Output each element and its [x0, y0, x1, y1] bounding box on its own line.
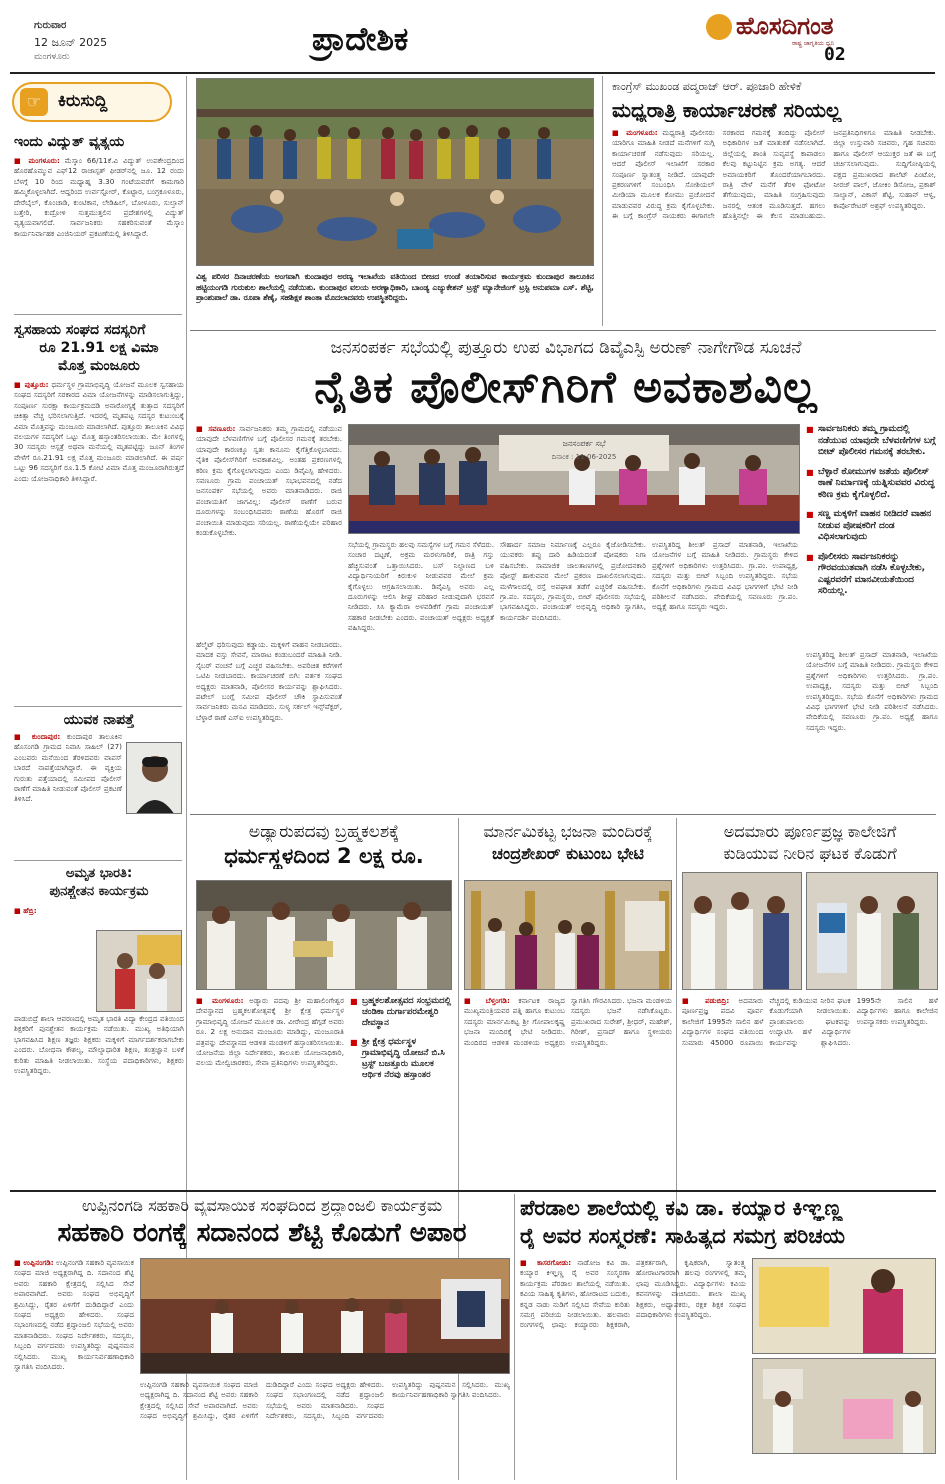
left-s4-body: ಪಾಡುಬಿದ್ರೆ ಶಾಲಾ ಆವರಣದಲ್ಲಿ ಅಮೃತ ಭಾರತಿ ವಿದ್ಯಾ ಕೇಂದ್ರದ ವತಿಯಿಂದ ಶಿಕ್ಷಕರಿಗೆ ಪುನಶ್ಚೇತನ ಕಾರ್ಯಕ್ರಮ ನಡೆಯಿತು. ಮುಖ್ಯ ಅತಿಥಿಯಾಗಿ ಭಾಗವಹಿಸಿದ ಶಿಕ್ಷಣ ತಜ್ಞರು ಶಿಕ್ಷಕರು ಮಕ್ಕಳಿಗೆ ಮಾರ್ಗದರ್ಶಕರಾಗಬೇಕು ಎಂದರು. ಬೋಧನಾ ಕೌಶಲ್ಯ, ಮೌಲ್ಯಾಧಾರಿತ ಶಿಕ್ಷಣ, ತಂತ್ರಜ್ಞಾನ ಬಳಕೆ ಕುರಿತು ಮಾಹಿತಿ ನೀಡಲಾಯಿತು. ಸಂಸ್ಥೆಯ ಪದಾಧಿಕಾರಿಗಳು, ಶಿಕ್ಷಕರು ಉಪಸ್ಥಿತರಿದ್ದರು.	[14, 1014, 184, 1076]
right-top-dateline: ■ ಮಂಗಳೂರು:	[612, 128, 658, 137]
lead-col4: ಸೌಹಾರ್ದ ಸಮಾಜ ನಿರ್ಮಾಣಕ್ಕೆ ಎಲ್ಲರೂ ಕೈಜೋಡಿಸಬೇಕು. ಯುವಕರು ತಪ್ಪು ದಾರಿ ಹಿಡಿಯದಂತೆ ಪೋಷಕರು ನಿಗಾ ವಹಿಸಬೇಕು. ಸಾಮಾಜಿಕ ಜಾಲತಾಣಗಳಲ್ಲಿ ಪ್ರಚೋದನಕಾರಿ ಪೋಸ್ಟ್ ಹಾಕುವವರ ಮೇಲೆ ಪ್ರಕರಣ ದಾಖಲಿಸಲಾಗುವುದು. ಮಳೆಗಾಲದಲ್ಲಿ ರಸ್ತೆ ಅಪಘಾತ ತಡೆಗೆ ಎಚ್ಚರಿಕೆ ವಹಿಸಬೇಕು. ಗ್ರಾ.ಪಂ. ಸದಸ್ಯರು, ಗ್ರಾಮಸ್ಥರು, ಬೀಟ್ ಪೊಲೀಸರು ಸಭೆಯಲ್ಲಿ ಭಾಗವಹಿಸಿದ್ದರು. ಪಂಚಾಯತ್ ಅಭಿವೃದ್ಧಿ ಅಧಿಕಾರಿ ಸ್ವಾಗತಿಸಿ, ಕಾರ್ಯದರ್ಶಿ ವಂದಿಸಿದರು.	[500, 540, 646, 622]
mid2-photo	[464, 880, 672, 990]
brand-name: ಹೊಸದಿಗಂತ	[736, 12, 834, 40]
bottom-top-rule	[10, 1190, 936, 1192]
lead-bullet-1: ■ ಸಾರ್ವಜನಿಕರು ತಮ್ಮ ಗ್ರಾಮದಲ್ಲಿ ನಡೆಯುವ ಯಾವುದೇ ಬೆಳವಣಿಗೆಗಳ ಬಗ್ಗೆ ಬೀಟ್ ಪೊಲೀಸರ ಗಮನಕ್ಕೆ ತರಬೇಕು.	[806, 424, 938, 459]
bottom2-photo-bottom	[752, 1358, 936, 1454]
mid3-text: ಅದಮಾರು ಪೂರ್ಣಪ್ರಜ್ಞ ಪದವಿ ಪೂರ್ವ ಕಾಲೇಜಿಗೆ 1995ನೇ ಸಾಲಿನ ಹಳೆ ವಿದ್ಯಾರ್ಥಿಗಳ ಸಂಘದ ವತಿಯಿಂದ ಸುಮಾರು 45000 ರೂಪಾಯಿ ವೆಚ್ಚದಲ್ಲಿ ಕುಡಿಯುವ ನೀರಿನ ಘಟಕ ಕೊಡುಗೆಯಾಗಿ ನೀಡಲಾಯಿತು. ಪ್ರಾಂಶುಪಾಲರು ಘಟಕವನ್ನು ಉದ್ಘಾಟಿಸಿ ಹಳೆ ವಿದ್ಯಾರ್ಥಿಗಳ ಕಾರ್ಯವನ್ನು ಶ್ಲಾಘಿಸಿದರು. 1995ನೇ ಸಾಲಿನ ಹಳೆ ವಿದ್ಯಾರ್ಥಿಗಳು ಹಾಗೂ ಕಾಲೇಜಿನ ಉಪನ್ಯಾಸಕರು ಉಪಸ್ಥಿತರಿದ್ದರು.	[682, 996, 938, 1047]
mid1-title-2: ಧರ್ಮಸ್ಥಳದಿಂದ 2 ಲಕ್ಷ ರೂ.	[224, 844, 424, 868]
brand-logo	[702, 10, 902, 64]
mid1-side-2: ■ ಶ್ರೀ ಕ್ಷೇತ್ರ ಧರ್ಮಸ್ಥಳ ಗ್ರಾಮಾಭಿವೃದ್ಧಿ ಯೋಜನೆ ಬಿ.ಸಿ ಟ್ರಸ್ಟ್ ಬಜತ್ತೂರು ಮೂಲಕ ಆರ್ಥಿಕ ನೆರವು ಹಸ್ತಾಂತರ	[350, 1037, 454, 1081]
lead-kicker: ಜನಸಂಪರ್ಕ ಸಭೆಯಲ್ಲಿ ಪುತ್ತೂರು ಉಪ ವಿಭಾಗದ ಡಿವೈಎಸ್ಪಿ ಅರುಣ್ ನಾಗೇಗೌಡ ಸೂಚನೆ	[330, 338, 802, 358]
mid1-body	[196, 996, 344, 1196]
mid2-dateline: ■ ಬೆಳ್ತಂಗಡಿ:	[464, 996, 510, 1005]
bottom2-headline-2: ರೈ ಅವರ ಸಂಸ್ಮರಣೆ: ಸಾಹಿತ್ಯದ ಸಮಗ್ರ ಪರಿಚಯ	[520, 1224, 846, 1248]
lead-bullet-4: ■ ಪೊಲೀಸರು ಸಾರ್ವಜನಿಕರನ್ನು ಗೌರವಯುತವಾಗಿ ನಡೆಸಿ ಕೊಳ್ಳಬೇಕು, ಎಷ್ಟರವರೆಗೆ ಮಾನವೀಯತೆಯಿಂದ ಸರಿಯಲ್ಲ.	[806, 552, 938, 598]
mid2-text: ಕರ್ನಾಟಕ ರಾಜ್ಯದ ಮುಖ್ಯಮಂತ್ರಿಯವರ ಪತ್ನಿ ಹಾಗೂ ಕುಟುಂಬ ಸದಸ್ಯರು ಮಾರ್ನಮಿಕಟ್ಟ ಶ್ರೀ ಗೋಪಾಲಕೃಷ್ಣ ಭಜನಾ ಮಂದಿರಕ್ಕೆ ಭೇಟಿ ನೀಡಿದರು. ಮಂದಿರದ ಆಡಳಿತ ಮಂಡಳಿಯ ಅಧ್ಯಕ್ಷರು ಸ್ವಾಗತಿಸಿ ಗೌರವಿಸಿದರು. ಭಜನಾ ಮಂಡಳಿಯ ಸದಸ್ಯರು ಭಜನೆ ನಡೆಸಿಕೊಟ್ಟರು. ಪ್ರಮುಖರಾದ ಸುರೇಶ್, ಶ್ರೀಧರ್, ಮಹೇಶ್, ಗಿರೀಶ್, ಪ್ರಸಾದ್ ಹಾಗೂ ಸ್ಥಳೀಯರು ಉಪಸ್ಥಿತರಿದ್ದರು.	[464, 996, 672, 1047]
mid3-title-1: ಅದಮಾರು ಪೂರ್ಣಪ್ರಜ್ಞ ಕಾಲೇಜಿಗೆ	[723, 822, 897, 841]
bottom1-body-b: ಉಪ್ಪಿನಂಗಡಿ ಸಹಕಾರಿ ವ್ಯವಸಾಯಿಕ ಸಂಘದ ಮಾಜಿ ಅಧ್ಯಕ್ಷರಾಗಿದ್ದ ದಿ. ಸದಾನಂದ ಶೆಟ್ಟಿ ಅವರು ಸಹಕಾರಿ ಕ್ಷೇತ್ರದಲ್ಲಿ ಸಲ್ಲಿಸಿದ ಸೇವೆ ಅಪಾರವಾಗಿದೆ. ಅವರು ಸಂಘದ ಅಭಿವೃದ್ಧಿಗೆ ಶ್ರಮಿಸಿದ್ದು, ರೈತರ ಏಳಿಗೆಗೆ ದುಡಿದಿದ್ದಾರೆ ಎಂದು ಸಂಘದ ಅಧ್ಯಕ್ಷರು ಹೇಳಿದರು. ಸಂಘದ ಸಭಾಂಗಣದಲ್ಲಿ ನಡೆದ ಶ್ರದ್ಧಾಂಜಲಿ ಸಭೆಯಲ್ಲಿ ಅವರು ಮಾತನಾಡಿದರು. ಸಂಘದ ನಿರ್ದೇಶಕರು, ಸದಸ್ಯರು, ಸಿಬ್ಬಂದಿ ವರ್ಗದವರು ಉಪಸ್ಥಿತರಿದ್ದು ಪುಷ್ಪನಮನ ಸಲ್ಲಿಸಿದರು. ಮುಖ್ಯ ಕಾರ್ಯನಿರ್ವಹಣಾಧಿಕಾರಿ ಸ್ವಾಗತಿಸಿ ವಂದಿಸಿದರು.	[140, 1380, 510, 1421]
left-s2-title-1: ಸ್ವಸಹಾಯ ಸಂಘದ ಸದಸ್ಯರಿಗೆ	[14, 322, 146, 338]
left-s4-title-2: ಪುನಶ್ಚೇತನ ಕಾರ್ಯಕ್ರಮ	[49, 884, 149, 899]
bottom2-text: ನಾಡೋಜ ಕವಿ ಡಾ. ಕಯ್ಯಾರ ಕಿಞ್ಞಣ್ಣ ರೈ ಅವರ ಸಂಸ್ಮರಣಾ ಕಾರ್ಯಕ್ರಮ ಪೆರಡಾಲ ಶಾಲೆಯಲ್ಲಿ ನಡೆಯಿತು. ಕವಿಯ ಸಾಹಿತ್ಯ ಕೃತಿಗಳು, ಹೋರಾಟದ ಬದುಕು, ಕನ್ನಡ ನಾಡು ನುಡಿಗೆ ಸಲ್ಲಿಸಿದ ಸೇವೆಯ ಕುರಿತು ಸಮಗ್ರ ಪರಿಚಯ ನೀಡಲಾಯಿತು. ಹಲವಾರು ರಂಗಗಳಲ್ಲಿ ಛಾಪು: ಕಯ್ಯಾರರು ಶಿಕ್ಷಕರಾಗಿ, ಪತ್ರಕರ್ತರಾಗಿ, ಕೃಷಿಕರಾಗಿ, ಸ್ವಾತಂತ್ರ್ಯ ಹೋರಾಟಗಾರರಾಗಿ ಹಲವು ರಂಗಗಳಲ್ಲಿ ತಮ್ಮ ಛಾಪು ಮೂಡಿಸಿದ್ದರು. ವಿದ್ಯಾರ್ಥಿಗಳು ಕವಿಯ ಕವನಗಳನ್ನು ವಾಚಿಸಿದರು. ಶಾಲಾ ಮುಖ್ಯ ಶಿಕ್ಷಕರು, ಅಧ್ಯಾಪಕರು, ರಕ್ಷಕ ಶಿಕ್ಷಕ ಸಂಘದ ಪದಾಧಿಕಾರಿಗಳು ಉಪಸ್ಥಿತರಿದ್ದರು.	[520, 1258, 746, 1330]
kiru-badge	[12, 82, 172, 122]
bottom2-headline-1: ಪೆರಡಾಲ ಶಾಲೆಯಲ್ಲಿ ಕವಿ ಡಾ. ಕಯ್ಯಾರ ಕಿಞ್ಞಣ್ಣ	[520, 1196, 843, 1220]
mid1-title-1: ಅಡ್ಯಾರುಪದವು ಬ್ರಹ್ಮಕಲಶಕ್ಕೆ	[248, 822, 400, 842]
mid3-title-2: ಕುಡಿಯುವ ನೀರಿನ ಘಟಕ ಕೊಡುಗೆ	[723, 844, 897, 863]
left-s2-text: ಧರ್ಮಸ್ಥಳ ಗ್ರಾಮಾಭಿವೃದ್ಧಿ ಯೋಜನೆ ಮೂಲಕ ಸ್ವಸಹಾಯ ಸಂಘದ ಸದಸ್ಯರಿಗೆ ಸರಕಾರದ ವಿಮಾ ಯೋಜನೆಗಳನ್ನು ಮಾಡಿಸಲಾಗುತ್ತಿದ್ದು, ಸಂಪೂರ್ಣ ಸುರಕ್ಷಾ ಕಾರ್ಯಕ್ರಮದಡಿ ಅನಾರೋಗ್ಯಕ್ಕೆ ತುತ್ತಾದ ಸದಸ್ಯರಿಗೆ ಚಿಕಿತ್ಸಾ ವೆಚ್ಚ ಭರಿಸಲಾಗುತ್ತಿದೆ. ಇದರಲ್ಲಿ ಮೃತಪಟ್ಟ ಸದಸ್ಯರ ಕುಟುಂಬಕ್ಕೆ ವಿಮಾ ಮೊತ್ತವನ್ನು ಮಂಜೂರು ಮಾಡಲಾಗಿದೆ. ಪುತ್ತೂರು ತಾಲೂಕಿನ ವಿವಿಧ ವಲಯಗಳ ಸದಸ್ಯರಿಗೆ ಒಟ್ಟು ಮೊತ್ತ ಹಸ್ತಾಂತರಿಸಲಾಯಿತು. ಮೇ ತಿಂಗಳಲ್ಲಿ 30 ಸದಸ್ಯರು ಆಸ್ಪತ್ರೆ ಅಥವಾ ಮನೆಯಲ್ಲಿ ಮೃತಪಟ್ಟಿದ್ದು ಜೂನ್ ತಿಂಗಳ ವೇಳೆಗೆ ರೂ.21.91 ಲಕ್ಷ ಮೊತ್ತ ಮಂಜೂರು ಮಾಡಲಾಗಿದೆ. ಈ ವರ್ಷ ಒಟ್ಟು 96 ಸದಸ್ಯರಿಗೆ ರೂ.1.5 ಕೋಟಿ ವಿಮಾ ಮೊತ್ತ ಮಂಜೂರಾಗಿರುತ್ತದೆ ಎಂದು ಯೋಜನಾಧಿಕಾರಿ ತಿಳಿಸಿದ್ದಾರೆ.	[14, 380, 184, 483]
left-s2-body	[14, 380, 184, 690]
mid3-dateline: ■ ಪಡುಬಿದ್ರಿ:	[682, 996, 730, 1005]
left-s4-dateline: ■ ಹೆಬ್ರಿ:	[14, 906, 37, 915]
mid-top-rule	[190, 814, 936, 815]
left-sep-2	[14, 706, 182, 707]
bottom1-text: ಉಪ್ಪಿನಂಗಡಿ ಸಹಕಾರಿ ವ್ಯವಸಾಯಿಕ ಸಂಘದ ಮಾಜಿ ಅಧ್ಯಕ್ಷರಾಗಿದ್ದ ದಿ. ಸದಾನಂದ ಶೆಟ್ಟಿ ಅವರು ಸಹಕಾರಿ ಕ್ಷೇತ್ರದಲ್ಲಿ ಸಲ್ಲಿಸಿದ ಸೇವೆ ಅಪಾರವಾಗಿದೆ. ಅವರು ಸಂಘದ ಅಭಿವೃದ್ಧಿಗೆ ಶ್ರಮಿಸಿದ್ದು, ರೈತರ ಏಳಿಗೆಗೆ ದುಡಿದಿದ್ದಾರೆ ಎಂದು ಸಂಘದ ಅಧ್ಯಕ್ಷರು ಹೇಳಿದರು. ಸಂಘದ ಸಭಾಂಗಣದಲ್ಲಿ ನಡೆದ ಶ್ರದ್ಧಾಂಜಲಿ ಸಭೆಯಲ್ಲಿ ಅವರು ಮಾತನಾಡಿದರು. ಸಂಘದ ನಿರ್ದೇಶಕರು, ಸದಸ್ಯರು, ಸಿಬ್ಬಂದಿ ವರ್ಗದವರು ಉಪಸ್ಥಿತರಿದ್ದು ಪುಷ್ಪನಮನ ಸಲ್ಲಿಸಿದರು. ಮುಖ್ಯ ಕಾರ್ಯನಿರ್ವಹಣಾಧಿಕಾರಿ ಸ್ವಾಗತಿಸಿ ವಂದಿಸಿದರು.	[14, 1258, 134, 1372]
lead-col5: ಉಪಸ್ಥಿತರಿದ್ದ ಶೀಲತ್ ಪ್ರಸಾದ್ ಮಾತನಾಡಿ, ಇಲಾಖೆಯ ಯೋಜನೆಗಳ ಬಗ್ಗೆ ಮಾಹಿತಿ ನೀಡಿದರು. ಗ್ರಾಮಸ್ಥರು ಕೇಳಿದ ಪ್ರಶ್ನೆಗಳಿಗೆ ಅಧಿಕಾರಿಗಳು ಉತ್ತರಿಸಿದರು. ಗ್ರಾ.ಪಂ. ಉಪಾಧ್ಯಕ್ಷ, ಸದಸ್ಯರು ಮತ್ತು ಬೀಟ್ ಸಿಬ್ಬಂದಿ ಉಪಸ್ಥಿತರಿದ್ದರು. ಸಭೆಯ ಕೊನೆಗೆ ಅಧಿಕಾರಿಗಳು ಗ್ರಾಮದ ವಿವಿಧ ಭಾಗಗಳಿಗೆ ಭೇಟಿ ನೀಡಿ ಪರಿಶೀಲನೆ ನಡೆಸಿದರು. ವೇದಿಕೆಯಲ್ಲಿ ಸವಣೂರು ಗ್ರಾ.ಪಂ. ಅಧ್ಯಕ್ಷೆ ಹಾಗೂ ಸದಸ್ಯರು ಇದ್ದರು.	[652, 540, 798, 612]
lead-col3: ಸಭೆಯಲ್ಲಿ ಗ್ರಾಮಸ್ಥರು ಹಲವು ಸಮಸ್ಯೆಗಳ ಬಗ್ಗೆ ಗಮನ ಸೆಳೆದರು. ಸಂಚಾರ ದಟ್ಟಣೆ, ಅಕ್ರಮ ಮರಳುಗಾರಿಕೆ, ರಾತ್ರಿ ಗಸ್ತು ಹೆಚ್ಚಿಸುವಂತೆ ಒತ್ತಾಯಿಸಿದರು. ಬಸ್ ನಿಲ್ದಾಣದ ಬಳಿ ವಿದ್ಯಾರ್ಥಿನಿಯರಿಗೆ ಕಿರುಕುಳ ನೀಡುವವರ ಮೇಲೆ ಕ್ರಮ ಕೈಗೊಳ್ಳಲು ಆಗ್ರಹಿಸಲಾಯಿತು. ಡಿವೈಎಸ್ಪಿ ಅವರು ಎಲ್ಲ ದೂರುಗಳನ್ನು ಆಲಿಸಿ ಶೀಘ್ರ ಪರಿಹಾರ ನೀಡುವುದಾಗಿ ಭರವಸೆ ನೀಡಿದರು. ಸಿಸಿ ಕ್ಯಾಮೆರಾ ಅಳವಡಿಕೆಗೆ ಗ್ರಾಮ ಪಂಚಾಯತ್ ಸಹಕಾರ ನೀಡಬೇಕು ಎಂದರು. ಪಂಚಾಯತ್ ಅಧ್ಯಕ್ಷರು ಅಧ್ಯಕ್ಷತೆ ವಹಿಸಿದ್ದರು.	[348, 540, 494, 633]
bottom1-body-a	[14, 1258, 134, 1480]
environment-day-photo	[196, 78, 594, 266]
lead-top-rule	[190, 330, 936, 331]
left-s1-dateline: ■ ಮಂಗಳೂರು:	[14, 156, 60, 165]
lead-bullet-2: ■ ಬೆಳ್ಳಾರೆ ಠೋಮುಗಳ ಜತೆಯ ಪೊಲೀಸ್ ಠಾಣೆ ನಿರ್ಮಾಣಕ್ಕೆ ಯತ್ನಿಸುವವರ ವಿರುದ್ಧ ಕಠಿಣ ಕ್ರಮ ಕೈಗೊಳ್ಳಲಿದೆ.	[806, 467, 938, 502]
lead-col2: ಹೆಲ್ಮೆಟ್ ಧರಿಸುವುದು ಕಡ್ಡಾಯ. ಮಕ್ಕಳಿಗೆ ವಾಹನ ನೀಡಬಾರದು. ಮಾದಕ ವಸ್ತು ಸೇವನೆ, ಮಾರಾಟ ಕಂಡುಬಂದರೆ ಮಾಹಿತಿ ನೀಡಿ. ಸೈಬರ್ ವಂಚನೆ ಬಗ್ಗೆ ಎಚ್ಚರ ವಹಿಸಬೇಕು. ಅಪರಿಚಿತ ಕರೆಗಳಿಗೆ ಒಟಿಪಿ ನೀಡಬಾರದು. ಕಾರ್ಯಾಚರಣೆ ಬಿಗಿ: ವರ್ತಕ ಸಂಘದ ಅಧ್ಯಕ್ಷರು ಮಾತನಾಡಿ, ಪೊಲೀಸರ ಕಾರ್ಯವನ್ನು ಶ್ಲಾಘಿಸಿದರು. ಪಟೇಲ್ ಬಂಗ್ಲೆ ಸಮೀಪ ಪೊಲೀಸ್ ಚೌಕಿ ಸ್ಥಾಪಿಸುವಂತೆ ಸಾರ್ವಜನಿಕರು ಮನವಿ ಮಾಡಿದರು. ಸುಳ್ಯ ಸರ್ಕಲ್ ಇನ್ಸ್‌ಪೆಕ್ಟರ್, ಬೆಳ್ಳಾರೆ ಠಾಣೆ ಎಸ್‌ಐ ಉಪಸ್ಥಿತರಿದ್ದರು.	[196, 640, 342, 812]
left-s3-title: ಯುವಕ ನಾಪತ್ತೆ	[63, 712, 135, 728]
bottom1-photo	[140, 1258, 510, 1374]
bottom1-headline: ಸಹಕಾರಿ ರಂಗಕ್ಕೆ ಸದಾನಂದ ಶೆಟ್ಟಿ ಕೊಡುಗೆ ಅಪಾರ	[57, 1218, 467, 1248]
left-s2-title-2: ರೂ 21.91 ಲಕ್ಷ ವಿಮಾ	[39, 340, 159, 356]
section-title: ಪ್ರಾದೇಶಿಕ	[312, 20, 409, 58]
left-s1-title: ಇಂದು ವಿದ್ಯುತ್ ವ್ಯತ್ಯಯ	[14, 134, 125, 150]
lead-col6: ಉಪಸ್ಥಿತರಿದ್ದ ಶೀಲತ್ ಪ್ರಸಾದ್ ಮಾತನಾಡಿ, ಇಲಾಖೆಯ ಯೋಜನೆಗಳ ಬಗ್ಗೆ ಮಾಹಿತಿ ನೀಡಿದರು. ಗ್ರಾಮಸ್ಥರು ಕೇಳಿದ ಪ್ರಶ್ನೆಗಳಿಗೆ ಅಧಿಕಾರಿಗಳು ಉತ್ತರಿಸಿದರು. ಗ್ರಾ.ಪಂ. ಉಪಾಧ್ಯಕ್ಷ, ಸದಸ್ಯರು ಮತ್ತು ಬೀಟ್ ಸಿಬ್ಬಂದಿ ಉಪಸ್ಥಿತರಿದ್ದರು. ಸಭೆಯ ಕೊನೆಗೆ ಅಧಿಕಾರಿಗಳು ಗ್ರಾಮದ ವಿವಿಧ ಭಾಗಗಳಿಗೆ ಭೇಟಿ ನೀಡಿ ಪರಿಶೀಲನೆ ನಡೆಸಿದರು. ವೇದಿಕೆಯಲ್ಲಿ ಸವಣೂರು ಗ್ರಾ.ಪಂ. ಅಧ್ಯಕ್ಷೆ ಹಾಗೂ ಸದಸ್ಯರು ಇದ್ದರು.	[806, 650, 938, 732]
left-s3-text: ಕುಂದಾಪುರ ತಾಲೂಕಿನ ಹೊಸಂಗಡಿ ಗ್ರಾಮದ ನಿವಾಸಿ ಸಾಹಿಲ್ (27) ಎಂಬವರು ಮನೆಯಿಂದ ತೆರಳಿದವರು ವಾಪಸ್ ಬಾರದೆ ನಾಪತ್ತೆಯಾಗಿದ್ದಾರೆ. ಈ ವ್ಯಕ್ತಿಯ ಗುರುತು ಪತ್ತೆಯಾದಲ್ಲಿ ಸಮೀಪದ ಪೊಲೀಸ್ ಠಾಣೆಗೆ ಮಾಹಿತಿ ನೀಡುವಂತೆ ಪೊಲೀಸ್ ಪ್ರಕಟಣೆ ತಿಳಿಸಿದೆ.	[14, 732, 122, 804]
left-s3-dateline: ■ ಕುಂದಾಪುರ:	[14, 732, 61, 741]
left-s2-dateline: ■ ಪುತ್ತೂರು:	[14, 380, 49, 389]
mid2-title-1: ಮಾರ್ನಮಿಕಟ್ಟ ಭಜನಾ ಮಂದಿರಕ್ಕೆ	[483, 822, 653, 841]
mid1-side	[350, 996, 454, 1081]
left-sep-3	[14, 860, 182, 861]
lead-photo-date: ದಿನಾಂಕ : 11-06-2025	[551, 453, 617, 461]
kiru-label: ಕಿರುಸುದ್ದಿ	[58, 91, 108, 111]
missing-person-photo	[126, 742, 182, 814]
bottom1-kicker: ಉಪ್ಪಿನಂಗಡಿ ಸಹಕಾರಿ ವ್ಯವಸಾಯಿಕ ಸಂಘದಿಂದ ಶ್ರದ್ಧಾಂಜಲಿ ಕಾರ್ಯಕ್ರಮ	[81, 1196, 443, 1215]
bottom2-dateline: ■ ಕಾಸರಗೋಡು:	[520, 1258, 572, 1267]
left-s4-title-1: ಅಮೃತ ಭಾರತಿ:	[65, 866, 133, 881]
left-s1-text: ಮೆಸ್ಕಾಂ 66/11ಕೆ.ವಿ ವಿದ್ಯುತ್ ಉಪಕೇಂದ್ರದಿಂದ ಹೊರಹೊಮ್ಮುವ ಎಫ್12 ರಾಜಾಸ್ಪತ್ ಫೀಡರ್‌ನಲ್ಲಿ ಜೂ. 12 ರಂದು ಬೆಳಗ್ಗೆ 10 ರಿಂದ ಮಧ್ಯಾಹ್ನ 3.30 ಗಂಟೆಯವರೆಗೆ ಕಾಮಗಾರಿ ಹಮ್ಮಿಕೊಳ್ಳಲಾಗಿದೆ. ಆದ್ದರಿಂದ ಉರ್ವಸ್ಟೋರ್, ಕೊಟ್ಟಾರ, ಬಂಗ್ರಕೂಳೂರು, ದೇರೆಬೈಲ್, ಕೊಂಚಾಡಿ, ಕುಂಟಿಕಾನ, ಲೇಡಿಹಿಲ್, ಬೋಳೂರು, ಸುಲ್ತಾನ್ ಬತ್ತೇರಿ, ಕುದ್ರೋಳಿ ಸುತ್ತಮುತ್ತಲಿನ ಪ್ರದೇಶಗಳಲ್ಲಿ ವಿದ್ಯುತ್ ವ್ಯತ್ಯಯವಾಗಲಿದೆ. ಸಾರ್ವಜನಿಕರು ಸಹಕರಿಸುವಂತೆ ಮೆಸ್ಕಾಂ ಕಾರ್ಯನಿರ್ವಾಹಕ ಎಂಜಿನಿಯರ್ ಪ್ರಕಟಣೆಯಲ್ಲಿ ತಿಳಿಸಿದ್ದಾರೆ.	[14, 156, 184, 238]
hand-icon: ☞	[20, 88, 48, 116]
top-photo-caption: ವಿಶ್ವ ಪರಿಸರ ದಿನಾಚರಣೆಯ ಅಂಗವಾಗಿ ಕುಂದಾಪುರ ಅರಣ್ಯ ಇಲಾಖೆಯ ವತಿಯಿಂದ ಬೀಜದ ಉಂಡೆ ತಯಾರಿಸುವ ಕಾರ್ಯಕ್ರಮ ಕುಂದಾಪುರ ತಾಲೂಕಿನ ಹಟ್ಟಿಯಂಗಡಿ ಗುರುಕುಲ ಶಾಲೆಯಲ್ಲಿ ನಡೆಯಿತು. ಕುಂದಾಪುರ ವಲಯ ಅರಣ್ಯಾಧಿಕಾರಿ, ಬಾಂಡ್ಯ ಎಜ್ಯುಕೇಶನ್ ಟ್ರಸ್ಟ್ ಮ್ಯಾನೇಜಿಂಗ್ ಟ್ರಸ್ಟಿ ಅನುಪಮಾ ಎಸ್. ಶೆಟ್ಟಿ, ಪ್ರಾಂಶುಪಾಲೆ ಡಾ. ರೂಪಾ ಶೆಣೈ, ಸಹಶಿಕ್ಷಕ ಶಾಂತಾ ಮೊದಲಾದವರು ಉಪಸ್ಥಿತರಿದ್ದರು.	[196, 272, 594, 303]
mid1-text: ಅಡ್ಯಾರು ಪದವು ಶ್ರೀ ಮಹಾಲಿಂಗೇಶ್ವರ ದೇವಸ್ಥಾನದ ಬ್ರಹ್ಮಕಲಶೋತ್ಸವಕ್ಕೆ ಶ್ರೀ ಕ್ಷೇತ್ರ ಧರ್ಮಸ್ಥಳ ಗ್ರಾಮಾಭಿವೃದ್ಧಿ ಯೋಜನೆ ಮೂಲಕ ಡಾ. ವೀರೇಂದ್ರ ಹೆಗ್ಗಡೆ ಅವರು ರೂ. 2 ಲಕ್ಷ ಅನುದಾನ ಮಂಜೂರು ಮಾಡಿದ್ದು, ಮಂಜೂರಾತಿ ಪತ್ರವನ್ನು ದೇವಸ್ಥಾನದ ಆಡಳಿತ ಮಂಡಳಿಗೆ ಹಸ್ತಾಂತರಿಸಲಾಯಿತು. ಯೋಜನೆಯ ಜಿಲ್ಲಾ ನಿರ್ದೇಶಕರು, ತಾಲೂಕು ಯೋಜನಾಧಿಕಾರಿ, ವಲಯ ಮೇಲ್ವಿಚಾರಕರು, ಸೇವಾ ಪ್ರತಿನಿಧಿಗಳು ಉಪಸ್ಥಿತರಿದ್ದರು.	[196, 996, 344, 1068]
header-day: ಗುರುವಾರ	[34, 20, 67, 31]
left-sep-1	[14, 314, 182, 315]
brand-tagline: ರಾಷ್ಟ್ರ ಜಾಗೃತಿಯ ಧ್ವನಿ	[792, 40, 835, 47]
mid1-side-1: ■ ಬ್ರಹ್ಮಕಲಶೋತ್ಸವದ ಸಂಭ್ರಮದಲ್ಲಿ ಚಂಡಿಕಾ ದುರ್ಗಾಪರಮೇಶ್ವರಿ ದೇವಸ್ಥಾನ	[350, 996, 454, 1029]
page-number: 02	[824, 44, 846, 65]
lead-dateline: ■ ಸವಣೂರು:	[196, 424, 236, 433]
right-top-body	[612, 128, 936, 324]
header-place: ಮಂಗಳೂರು	[34, 52, 70, 62]
lead-meeting-photo	[348, 424, 800, 534]
left-s4-body-a	[14, 906, 96, 1026]
right-top-divider	[602, 76, 603, 326]
mid2-title-2: ಚಂದ್ರಶೇಖರ್ ಕುಟುಂಬ ಭೇಟಿ	[492, 844, 644, 863]
bottom2-body	[520, 1258, 746, 1480]
bottom1-dateline: ■ ಉಪ್ಪಿನಂಗಡಿ:	[14, 1258, 54, 1267]
mid3-body	[682, 996, 938, 1196]
mid3-photo-left	[682, 872, 802, 990]
right-top-headline: ಮಧ್ಯರಾತ್ರಿ ಕಾರ್ಯಾಚರಣೆ ಸರಿಯಲ್ಲ	[612, 98, 842, 122]
lead-col1-text: ಸಾರ್ವಜನಿಕರು ತಮ್ಮ ಗ್ರಾಮದಲ್ಲಿ ನಡೆಯುವ ಯಾವುದೇ ಬೆಳವಣಿಗೆಗಳ ಬಗ್ಗೆ ಪೊಲೀಸರ ಗಮನಕ್ಕೆ ತರಬೇಕು. ಯಾವುದೇ ಕಾರಣಕ್ಕೂ ಸ್ವತಃ ಕಾನೂನು ಕೈಗೆತ್ತಿಕೊಳ್ಳಬಾರದು. ನೈತಿಕ ಪೊಲೀಸ್‌ಗಿರಿಗೆ ಅವಕಾಶವಿಲ್ಲ. ಅಂತಹ ಪ್ರಕರಣಗಳಲ್ಲಿ ಕಠಿಣ ಕ್ರಮ ಕೈಗೊಳ್ಳಲಾಗುವುದು ಎಂದು ಡಿವೈಎಸ್ಪಿ ಹೇಳಿದರು. ಸವಣೂರು ಗ್ರಾಮ ಪಂಚಾಯತ್ ಸಭಾಭವನದಲ್ಲಿ ನಡೆದ ಜನಸಂಪರ್ಕ ಸಭೆಯಲ್ಲಿ ಅವರು ಮಾತನಾಡಿದರು. ರಾಜಿ ಪಂಚಾಯತಿಗೆ ಜಾಗವಿಲ್ಲ: ಪೊಲೀಸ್ ಠಾಣೆಗೆ ಬರುವ ದೂರುಗಳನ್ನು ಸಂಬಂಧಿಸಿದವರು ಠಾಣೆಯ ಹೊರಗೆ ರಾಜಿ ಪಂಚಾಯಿತಿ ಮಾಡುವುದು ಸರಿಯಲ್ಲ. ಠಾಣೆಯಲ್ಲಿಯೇ ಪರಿಹಾರ ಕಂಡುಕೊಳ್ಳಬೇಕು.	[196, 424, 342, 538]
bottom2-photo-top	[752, 1258, 936, 1354]
brand-flame-icon	[706, 14, 732, 40]
mid1-dateline: ■ ಮಂಗಳೂರು:	[196, 996, 244, 1005]
left-s3-body	[14, 732, 122, 862]
bottom-div	[514, 1194, 515, 1480]
header-rule	[10, 72, 935, 74]
left-s2-title-3: ಮೊತ್ತ ಮಂಜೂರು	[58, 358, 140, 374]
lead-headline: ನೈತಿಕ ಪೊಲೀಸ್‌ಗಿರಿಗೆ ಅವಕಾಶವಿಲ್ಲ	[314, 362, 818, 413]
header-date: 12 ಜೂನ್ 2025	[34, 36, 108, 49]
amrutha-bharathi-photo	[96, 930, 182, 1012]
mid3-photo-right	[806, 872, 938, 990]
right-top-text: ಮಧ್ಯರಾತ್ರಿ ಪೊಲೀಸರು ಯಾರಿಗೂ ಮಾಹಿತಿ ನೀಡದೆ ಮನೆಗಳಿಗೆ ನುಗ್ಗಿ ಕಾರ್ಯಾಚರಣೆ ನಡೆಸುವುದು ಸರಿಯಲ್ಲ. ಆದರೆ ಪೊಲೀಸ್ ಇಲಾಖೆಗೆ ಸರಕಾರ ಸಂಪೂರ್ಣ ಸ್ವಾತಂತ್ರ್ಯ ನೀಡಿದೆ. ಯಾವುದೇ ಪ್ರಕರಣಗಳಿಗೆ ಸಂಬಂಧಿಸಿ ಸೋಶಿಯಲ್ ಮೀಡಿಯಾ ಮೂಲಕ ಕೋಮು ಪ್ರಚೋದನೆ ಮಾಡುವವರ ವಿರುದ್ಧ ಕ್ರಮ ಕೈಗೊಳ್ಳಬೇಕು. ಈ ಬಗ್ಗೆ ಕಾಂಗ್ರೆಸ್ ನಾಯಕರು ಈಗಾಗಲೇ ಸರಕಾರದ ಗಮನಕ್ಕೆ ತಂದಿದ್ದು ಪೊಲೀಸ್ ಅಧಿಕಾರಿಗಳ ಜತೆ ಮಾತುಕತೆ ನಡೆಸಲಾಗಿದೆ. ಜಿಲ್ಲೆಯಲ್ಲಿ ಶಾಂತಿ ಸುವ್ಯವಸ್ಥೆ ಕಾಪಾಡಲು ಕೆಲವು ಕಟ್ಟುನಿಟ್ಟಿನ ಕ್ರಮ ಅಗತ್ಯ. ಆದರೆ ಅಮಾಯಕರಿಗೆ ತೊಂದರೆಯಾಗಬಾರದು. ರಾತ್ರಿ ವೇಳೆ ಮನೆಗೆ ತೆರಳಿ ಫೋಟೋ ತೆಗೆಯುವುದು, ಮಾಹಿತಿ ಸಂಗ್ರಹಿಸುವುದು ಜನರಲ್ಲಿ ಆತಂಕ ಮೂಡಿಸುತ್ತದೆ. ಹಗಲು ಹೊತ್ತಿನಲ್ಲೇ ಈ ಕೆಲಸ ಮಾಡಬಹುದು. ಜನಪ್ರತಿನಿಧಿಗಳಿಗೂ ಮಾಹಿತಿ ನೀಡಬೇಕು. ಜಿಲ್ಲಾ ಉಸ್ತುವಾರಿ ಸಚಿವರು, ಗೃಹ ಸಚಿವರು ಹಾಗೂ ಪೊಲೀಸ್ ಆಯುಕ್ತರ ಜತೆ ಈ ಬಗ್ಗೆ ಚರ್ಚಿಸಲಾಗುವುದು. ಸುದ್ದಿಗೋಷ್ಠಿಯಲ್ಲಿ ಪಕ್ಷದ ಪ್ರಮುಖರಾದ ಶಾಲೆಟ್ ಪಿಂಟೋ, ನೀರಜ್ ಪಾಲ್, ಜೋಕಿಂ ಡಿಸೋಜ, ಪ್ರಕಾಶ್ ಸಾಲ್ಯಾನ್, ವಿಕಾಸ್ ಶೆಟ್ಟಿ, ಸುಹಾನ್ ಆಳ್ವ, ಕಾರ್ಪೊರೇಟರ್ ಅಶ್ರಫ್ ಉಪಸ್ಥಿತರಿದ್ದರು.	[612, 128, 936, 221]
header-bar	[0, 0, 945, 72]
lead-bullets	[806, 424, 938, 644]
mid2-body	[464, 996, 672, 1196]
lead-photo-banner: ಜನಸಂಪರ್ಕ ಸಭೆ	[562, 439, 606, 448]
right-top-kicker: ಕಾಂಗ್ರೆಸ್ ಮುಖಂಡ ಪದ್ಮರಾಜ್ ಆರ್. ಪೂಜಾರಿ ಹೇಳಿಕೆ	[612, 80, 802, 93]
mid1-photo	[196, 880, 452, 990]
lead-bullet-3: ■ ಸಣ್ಣ ಮಕ್ಕಳಿಗೆ ವಾಹನ ನೀಡಿದರೆ ವಾಹನ ನೀಡುವ ಪೋಷಕರಿಗೆ ದಂಡ ವಿಧಿಸಲಾಗುವುದು	[806, 509, 938, 544]
